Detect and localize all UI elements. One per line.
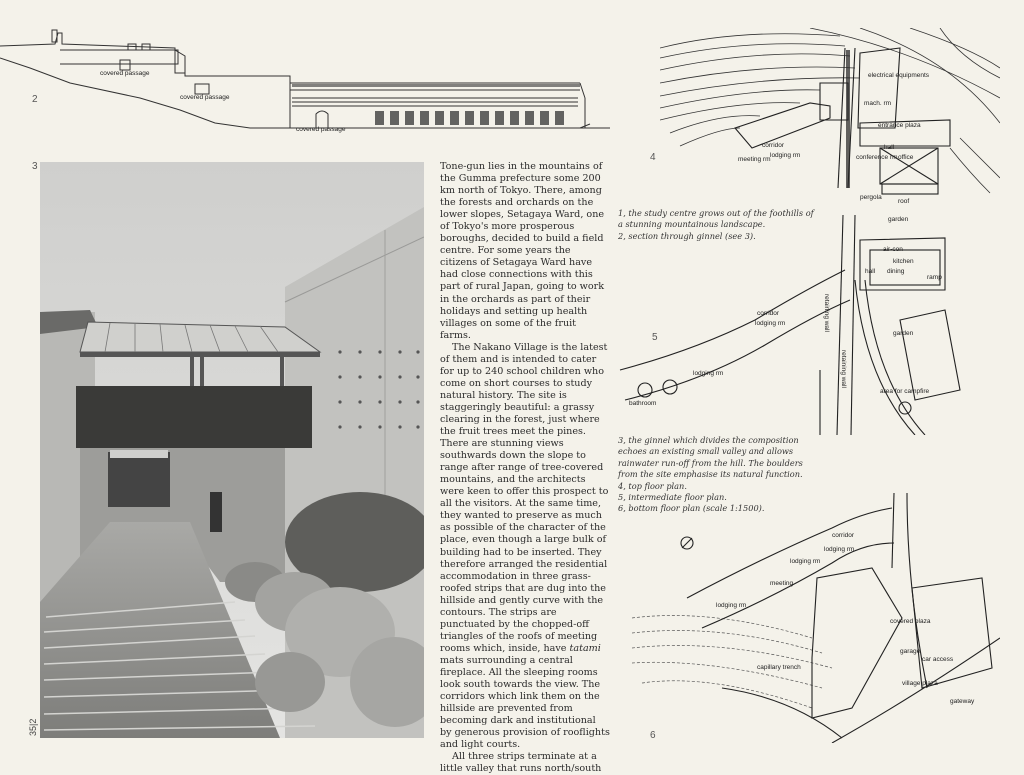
article-body (440, 161, 610, 775)
label-meeting: meeting rm (738, 156, 771, 163)
top-floor-plan-drawing (660, 28, 1000, 200)
figure-2-section (0, 28, 610, 138)
label-covered-plaza: covered plaza (890, 618, 931, 625)
label-covered-passage: covered passage (180, 94, 230, 101)
label-lodging: lodging rm (716, 602, 747, 609)
label-dining: dining (887, 268, 905, 275)
label-capillary-trench: capillary trench (757, 664, 801, 671)
label-retaining-wall: retaining wall (840, 350, 847, 388)
label-office: office (898, 154, 914, 161)
label-hall: hall (865, 268, 876, 275)
label-garage: garage (900, 648, 921, 655)
label-garden: garden (888, 216, 909, 223)
label-corridor: corridor (762, 142, 785, 149)
figure-5-plan (615, 210, 1000, 435)
paragraph: The Nakano Village is the latest of them and is intended to cater for up to 240 school children who come on short courses to study natural history. The site is staggeringly beautiful: a grassy clearing in the forest, just where the fruit trees meet the pines. There are stunning views southwards down the slope to range after range of tree-covered mountains, and the architects were keen to offer this prospect to all the visitors. At the same time, they wanted to preserve as much as possible of the character of the place, even though a large bulk of building had to be inserted. They therefore arranged the residential accommodation in three grass-roofed strips that are dug into the hillside and gently curve with the contours. The strips are punctuated by the chopped-off triangles of the roofs of meeting rooms which, inside, have tatami mats surrounding a central fireplace. All the sleeping rooms look south towards the view. The corridors which link them on the hillside are prevented from becoming dark and institutional by generous provision of rooflights and light courts. (440, 341, 610, 751)
label-corridor: corridor (832, 532, 855, 539)
label-lodging: lodging rm (693, 370, 724, 377)
label-bathroom: bathroom (629, 400, 657, 407)
page-folio: 35|2 (28, 718, 38, 736)
label-retaining-wall: retaining wall (823, 294, 830, 332)
label-lodging: lodging rm (790, 558, 821, 565)
figure-number: 3 (32, 161, 38, 172)
bottom-floor-plan-drawing (632, 488, 1000, 743)
label-corridor: corridor (757, 310, 780, 317)
label-electrical: electrical equipments (868, 72, 930, 79)
paragraph: Tone-gun lies in the mountains of the Gumma prefecture some 200 km north of Tokyo. There, among the forests and orchards on the lower slopes, Setagaya Ward, one of Tokyo's more prosperous boroughs, decided to build a field centre. For some years the citizens of Setagaya Ward have had close connections with this part of rural Japan, going to work in the orchards as part of their holidays and setting up health villages on some of the fruit farms. (440, 161, 605, 341)
label-campfire: area for campfire (880, 388, 930, 395)
label-car-access: car access (922, 656, 954, 663)
figure-3-photo (40, 162, 424, 738)
figure-6-plan (632, 488, 1000, 743)
figure-number: 6 (650, 730, 656, 741)
intermediate-floor-plan-drawing (615, 210, 1000, 435)
label-covered-passage: covered passage (296, 126, 346, 133)
label-village-plaza: village plaza (902, 680, 938, 687)
caption-line: 3, the ginnel which divides the composition echoes an existing small valley and allows rainwater run-off from the hill. The boulders from the site emphasise its natural function. (618, 435, 803, 480)
label-ramp: ramp (927, 274, 942, 281)
label-lodging: lodging rm (824, 546, 855, 553)
figure-number: 5 (652, 332, 658, 343)
label-covered-passage: covered passage (100, 70, 150, 77)
label-meeting: meeting (770, 580, 794, 587)
section-drawing (0, 28, 610, 138)
ginnel-photo (40, 162, 424, 738)
caption-line: 4, top floor plan. (618, 480, 687, 491)
paragraph: All three strips terminate at a little valley that runs north/south (440, 751, 602, 775)
label-conference: conference rm (856, 154, 898, 161)
caption-line: 6, bottom floor plan (scale 1:1500). (618, 503, 765, 514)
label-pergola: pergola (860, 194, 882, 201)
figure-number: 4 (650, 152, 656, 163)
label-roof: roof (898, 198, 910, 205)
caption-line: 1, the study centre grows out of the foothills of a stunning mountainous landscape. (618, 208, 814, 230)
figure-number: 2 (32, 94, 38, 105)
italic-term: tatami (569, 642, 601, 654)
label-mach-rm: mach. rm (864, 100, 892, 107)
label-lodging: lodging rm (770, 152, 801, 159)
label-entrance-plaza: entrance plaza (878, 122, 921, 129)
label-air-con: air-con (883, 246, 903, 253)
caption-line: 2, section through ginnel (see 3). (618, 230, 756, 241)
caption-line: 5, intermediate floor plan. (618, 492, 727, 503)
label-hall: hall (884, 144, 895, 151)
label-garden: garden (893, 330, 914, 337)
label-lodging: lodging rm (755, 320, 786, 327)
label-kitchen: kitchen (893, 258, 914, 265)
label-gateway: gateway (950, 698, 975, 705)
